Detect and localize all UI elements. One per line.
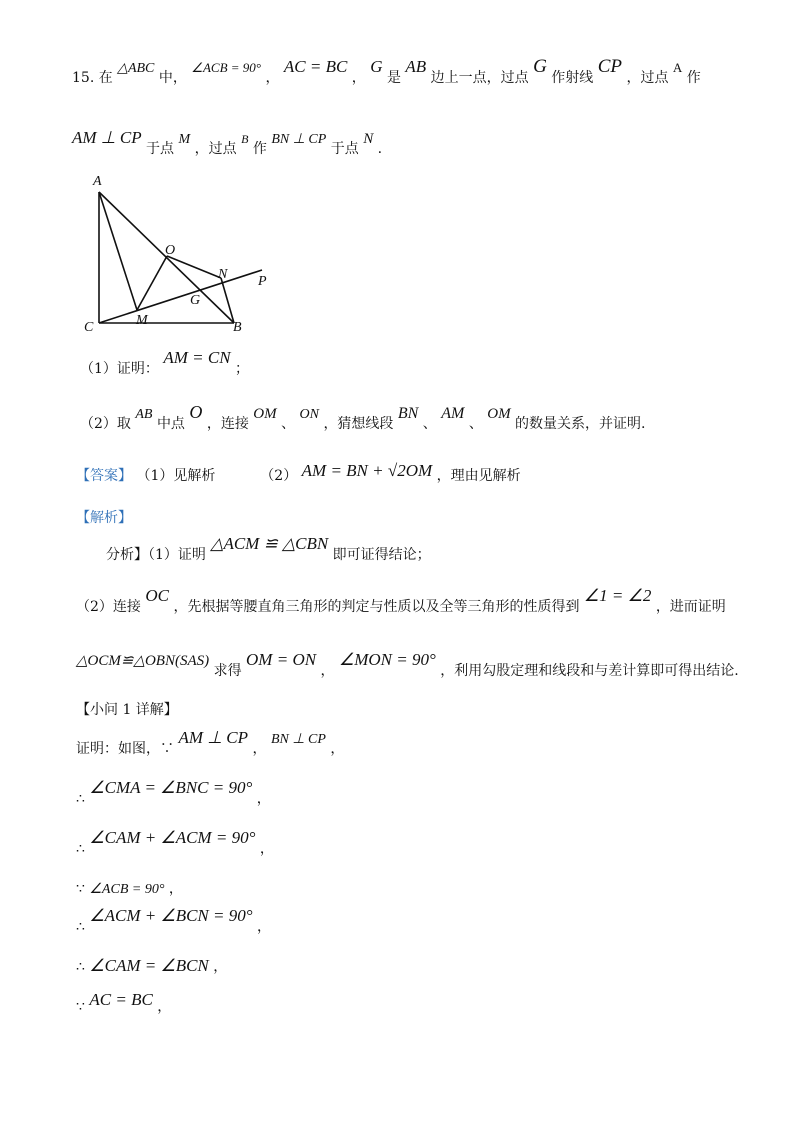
math-angle-acb: ∠ACB = 90° [89,882,165,897]
math-angle-cam-acm: ∠CAM + ∠ACM = 90° [89,828,256,847]
text: ，过点 [626,70,669,86]
text: （2）取 [80,416,131,432]
analysis-tag: 【解析】 [76,510,132,526]
math-ab: AB [405,57,427,76]
text: ，过点 [194,141,237,157]
question-2 [80,402,646,433]
math-ac-bc: AC = BC [283,57,348,76]
math-angle-mon: ∠MON = 90° [338,650,436,669]
math-bn: BN [397,405,419,422]
text: 是 [386,70,401,86]
question-1 [80,348,250,378]
math-om-on: OM = ON [246,650,317,669]
text: 在 [98,70,113,86]
problem-line-1 [72,56,701,88]
analysis-line-2 [76,586,726,616]
text: 、 [422,416,437,432]
text: 、 [468,416,483,432]
text: 即可证得结论； [332,547,431,563]
math-b: B [241,132,249,146]
text: ，理由见解析 [436,468,521,484]
proof-line [76,728,345,758]
label-m: M [136,313,148,328]
math-bn-perp-cp: BN ⊥ CP [270,732,326,747]
text: （2）连接 [76,599,141,615]
label-n: N [218,267,228,282]
text: ， [257,919,271,935]
text: 边上一点，过点 [430,70,529,86]
answer-line [76,461,521,485]
text: 求得 [213,663,242,679]
answer-tag: 【答案】 [76,468,132,484]
label-b: B [233,320,242,335]
text: ， [320,663,335,679]
math-am-perp-cp: AM ⊥ CP [178,728,249,747]
text: 作 [686,70,701,86]
math-angle-acb: ∠ACB = 90° [191,60,261,75]
text: ∵ [76,881,85,897]
math-congruence-acm-cbn: △ACM ≌ △CBN [210,534,329,553]
math-oc: OC [145,586,169,605]
proof-line [76,828,274,858]
text: ，利用勾股定理和线段和与差计算即可得出结论. [440,663,739,679]
math-angle-cma-bnc: ∠CMA = ∠BNC = 90° [89,778,253,797]
answer-part-2-label: （2） [260,468,298,484]
detail-tag: 【小问 1 详解】 [76,702,178,718]
text: ， [168,881,183,897]
label-p: P [258,274,267,289]
math-angle-acm-bcn: ∠ACM + ∠BCN = 90° [89,906,253,925]
proof-line [76,956,227,976]
math-a: A [672,60,683,75]
math-am-bn-sqrt2-om: AM = BN + √2OM [301,461,433,480]
problem-number: 15. [72,70,95,86]
analysis-line-1 [106,534,431,564]
answer-part-1: （1）见解析 [136,468,216,484]
text: ； [235,361,250,377]
geometry-figure [80,170,300,340]
math-ac-bc: AC = BC [89,990,153,1009]
text: 、 [281,416,296,432]
math-am: AM [441,405,465,422]
text: 分析】（1）证明 [106,547,206,563]
label-c: C [84,320,94,335]
problem-line-2 [72,128,383,158]
label-a: A [93,174,102,189]
text: 的数量关系，并证明. [515,416,646,432]
text: ， [330,741,345,757]
text: ，连接 [206,416,249,432]
text: ， [265,70,280,86]
text: ，先根据等腰直角三角形的判定与性质以及全等三角形的性质得到 [173,599,580,615]
proof-line [76,990,172,1016]
text: ∴ [76,791,85,807]
math-triangle-abc: △ABC [117,61,155,76]
math-om: OM [487,406,511,422]
proof-line [76,906,271,936]
text: ∴ [76,919,85,935]
math-congruence-ocm-obn: △OCM≌△OBN(SAS) [76,653,210,669]
text: ， [259,841,274,857]
text: 中， [158,70,187,86]
math-om: OM [253,406,277,422]
text: ， [252,741,267,757]
proof-line [76,778,271,808]
label-g: G [190,293,201,308]
proof-line [76,878,183,898]
math-m: M [178,132,191,147]
text: 于点 [330,141,359,157]
math-angle1-angle2: ∠1 = ∠2 [583,586,652,605]
text: ∴ [76,841,85,857]
text: ∴ [76,959,85,975]
math-am-cn: AM = CN [163,348,231,367]
text: ， [351,70,366,86]
text: 作 [252,141,267,157]
math-g: G [533,56,547,77]
math-cp: CP [597,56,623,77]
text: 作射线 [551,70,594,86]
text: 中点 [156,416,185,432]
math-am-perp-cp: AM ⊥ CP [72,128,142,147]
math-o: O [189,402,203,422]
math-ab: AB [135,407,153,422]
label-o: O [165,243,176,258]
math-angle-cam-bcn: ∠CAM = ∠BCN [89,956,209,975]
math-n: N [363,131,374,147]
analysis-line-3 [76,650,739,680]
math-bn-perp-cp: BN ⊥ CP [271,132,327,147]
text: 于点 [146,141,175,157]
text: 证明：如图，∵ [76,741,174,757]
text: ∵ [76,999,85,1015]
text: ，进而证明 [655,599,726,615]
text: （1）证明： [80,361,159,377]
text: . [377,141,383,157]
text: ， [157,999,172,1015]
text: ，猜想线段 [323,416,394,432]
math-on: ON [299,407,319,422]
text: ， [256,791,271,807]
text: ， [213,959,228,975]
math-g: G [370,57,383,76]
